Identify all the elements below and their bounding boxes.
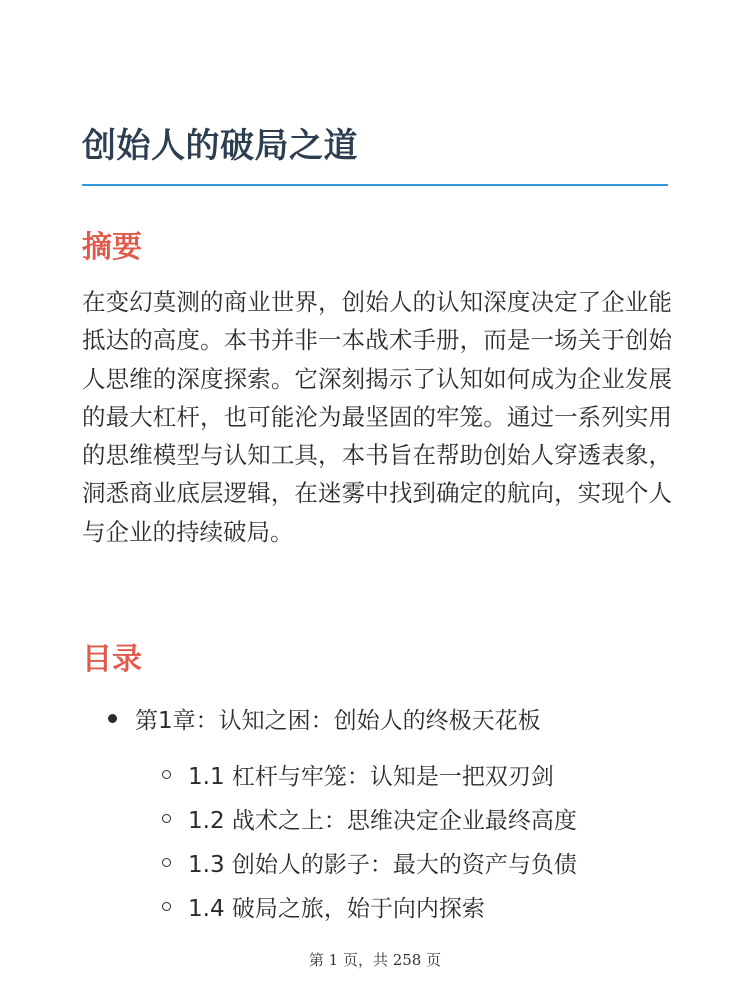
bullet-disc-icon: [108, 714, 117, 723]
toc-section-label: 1.3 创始人的影子：最大的资产与负债: [188, 851, 577, 878]
toc-section-label: 1.2 战术之上：思维决定企业最终高度: [188, 807, 577, 834]
bullet-circle-icon: [162, 902, 171, 911]
toc-section-item[interactable]: [162, 756, 554, 792]
toc-chapter-label: 第1章：认知之困：创始人的终极天花板: [135, 707, 541, 734]
toc-section-item[interactable]: [162, 888, 485, 924]
toc-section-item[interactable]: [162, 844, 577, 880]
toc-section-label: 1.4 破局之旅，始于向内探索: [188, 895, 485, 922]
bullet-circle-icon: [162, 770, 171, 779]
toc-heading: 目录: [82, 642, 142, 677]
page-number-footer: 第 1 页，共 258 页: [308, 951, 442, 969]
title-divider: [82, 184, 668, 186]
toc-chapter-item[interactable]: [108, 700, 541, 736]
abstract-heading: 摘要: [82, 230, 142, 265]
toc-section-label: 1.1 杠杆与牢笼：认知是一把双刃剑: [188, 763, 554, 790]
bullet-circle-icon: [162, 858, 171, 867]
document-title: 创始人的破局之道: [82, 126, 358, 166]
abstract-body: 在变幻莫测的商业世界，创始人的认知深度决定了企业能抵达的高度。本书并非一本战术手册，而是一场关于创始人思维的深度探索。它深刻揭示了认知如何成为企业发展的最大杠杆，也可能沦为最坚固的牢笼。通过一系列实用的思维模型与认知工具，本书旨在帮助创始人穿透表象，洞悉商业底层逻辑，在迷雾中找到确定的航向，实现个人与企业的持续破局。: [82, 288, 672, 546]
bullet-circle-icon: [162, 814, 171, 823]
toc-section-item[interactable]: [162, 800, 577, 836]
